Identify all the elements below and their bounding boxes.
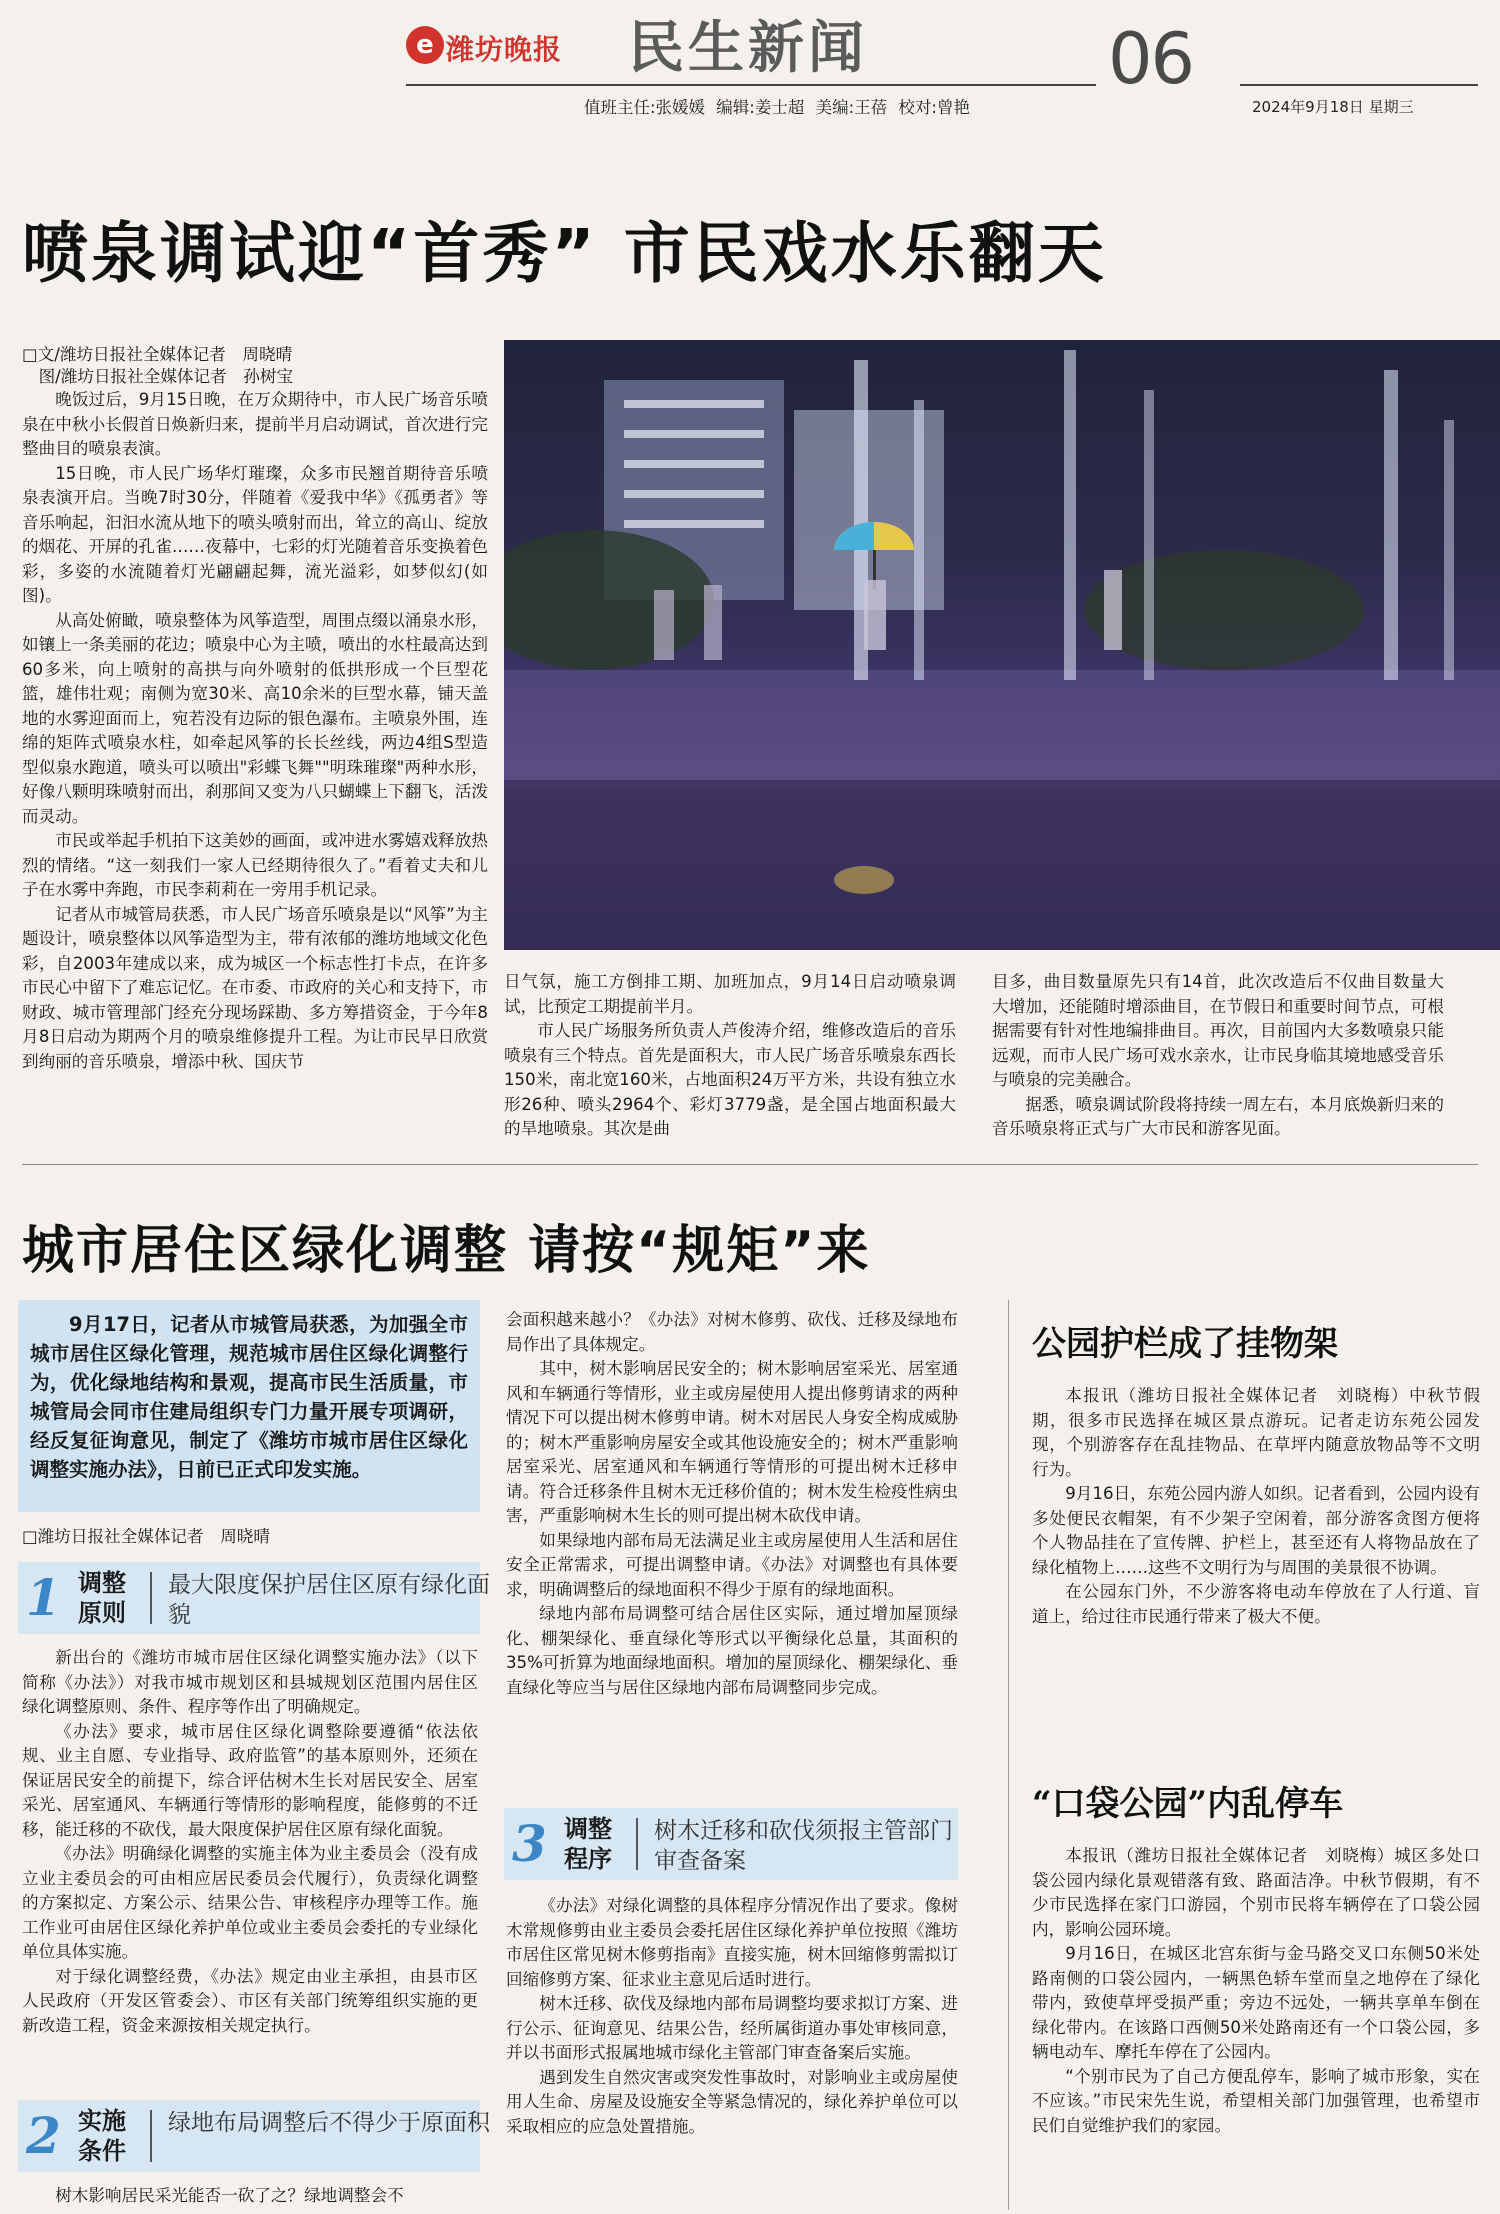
paragraph: 树木迁移、砍伐及绿地内部布局调整均要求拟订方案、进行公示、征询意见、结果公告，经所属街道办事处审核同意，并以书面形式报属地城市绿化主管部门审查备案后实施。: [506, 1994, 958, 2062]
marker-label: 实施条件: [78, 2107, 126, 2165]
paragraph: 其中，树木影响居民安全的；树木影响居室采光、居室通风和车辆通行等情形，业主或房屋使用人提出修剪请求的两种情况下可以提出树木修剪申请。树木对居民人身安全构成威胁的；树木严重影响房屋安全或其他设施安全的；树木严重影响居室采光、居室通风和车辆通行等情形的可提出树木迁移申请。符合迁移条件且树木无迁移价值的；树木发生检疫性病虫害，严重影响树木生长的则可提出树木砍伐申请。: [506, 1359, 958, 1525]
column-rule: [1008, 1300, 1009, 2210]
story1-byline-photo: 图/潍坊日报社全媒体记者 孙树宝: [22, 367, 294, 386]
marker-label: 调整程序: [564, 1815, 612, 1873]
paragraph: 本报讯（潍坊日报社全媒体记者 刘晓梅）城区多处口袋公园内绿化景观错落有致、路面洁净。中秋节假期，有不少市民选择在家门口游园，个别市民将车辆停在了口袋公园内，影响公园环境。: [1032, 1846, 1480, 1939]
marker-divider: [150, 1572, 152, 1624]
paragraph: 会面积越来越小？《办法》对树木修剪、砍伐、迁移及绿地布局作出了具体规定。: [506, 1310, 958, 1354]
section-marker-2: [18, 2100, 490, 2172]
paper-name: 潍坊晚报: [446, 33, 563, 66]
story2-byline: □潍坊日报社全媒体记者 周晓晴: [22, 1527, 270, 1546]
issue-date: 2024年9月18日 星期三: [1252, 98, 1414, 116]
story2-intro-box: [18, 1300, 480, 1512]
paragraph: 新出台的《潍坊市城市居住区绿化调整实施办法》（以下简称《办法》）对我市城市规划区和县城规划区范围内居住区绿化调整原则、条件、程序等作出了明确规定。: [22, 1648, 478, 1716]
marker-number: 3: [512, 1814, 547, 1873]
story2-column-a-tail: [22, 2184, 478, 2209]
fountain-photo: [504, 340, 1500, 950]
marker-description: 最大限度保护居住区原有绿化面貌: [168, 1572, 490, 1628]
paragraph: 在公园东门外，不少游客将电动车停放在了人行道、盲道上，给过往市民通行带来了极大不便。: [1032, 1582, 1480, 1626]
paragraph: 《办法》明确绿化调整的实施主体为业主委员会（没有成立业主委员会的可由相应居民委员会代履行），负责绿化调整的方案拟定、方案公示、结果公告、审核程序办理等工作。施工作业可由居住区绿化养护单位或业主委员会委托的专业绿化单位具体实施。: [22, 1844, 478, 1961]
story1-column-2: [504, 970, 956, 1142]
paragraph: 从高处俯瞰，喷泉整体为风筝造型，周围点缀以涌泉水形，如镶上一条美丽的花边；喷泉中心为主喷，喷出的水柱最高达到60多米，向上喷射的高拱与向外喷射的低拱形成一个巨型花篮，雄伟壮观；南侧为宽30米、高10余米的巨型水幕，铺天盖地的水雾迎面而上，宛若没有边际的银色瀑布。主喷泉外围，连绵的矩阵式喷泉水柱，如牵起风筝的长长丝线，两边4组S型造型似泉水跑道，喷头可以喷出"彩蝶飞舞""明珠璀璨"两种水形，好像八颗明珠喷射而出，刹那间又变为八只蝴蝶上下翻飞，活泼而灵动。: [22, 610, 488, 826]
marker-divider: [636, 1818, 638, 1870]
story2-headline: 城市居住区绿化调整 请按“规矩”来: [22, 1221, 871, 1281]
paragraph: 日气氛，施工方倒排工期、加班加点，9月14日启动喷泉调试，比预定工期提前半月。: [504, 972, 956, 1016]
logo-icon: e: [406, 26, 444, 64]
paragraph: 对于绿化调整经费，《办法》规定由业主承担，由县市区人民政府（开发区管委会）、市区有关部门统筹组织实施的更新改造工程，资金来源按相关规定执行。: [22, 1966, 478, 2035]
paragraph: 如果绿地内部布局无法满足业主或房屋使用人生活和居住安全正常需求，可提出调整申请。《办法》对调整也有具体要求，明确调整后的绿地面积不得少于原有的绿地面积。: [506, 1530, 958, 1599]
masthead-rule-right: [1240, 84, 1478, 86]
marker-number: 1: [26, 1568, 61, 1627]
story1-left-column: [22, 344, 488, 1074]
paragraph: 绿地内部布局调整可结合居住区实际，通过增加屋顶绿化、棚架绿化、垂直绿化等形式以平衡绿化总量，其面积的35%可折算为地面绿地面积。增加的屋顶绿化、棚架绿化、垂直绿化等应当与居住区绿地内部布局调整同步完成。: [506, 1604, 958, 1697]
paragraph: 9月16日，东苑公园内游人如织。记者看到，公园内设有多处便民衣帽架，有不少架子空闲着，部分游客贪图方便将个人物品挂在了宣传牌、护栏上，甚至还有人将物品放在了绿化植物上……这些不文明行为与周围的美景很不协调。: [1032, 1484, 1480, 1577]
paragraph: 记者从市城管局获悉，市人民广场音乐喷泉是以“风筝”为主题设计，喷泉整体以风筝造型为主，带有浓郁的潍坊地域文化色彩，自2003年建成以来，成为城区一个标志性打卡点，在许多市民心中留下了难忘记忆。在市委、市政府的关心和支持下，市财政、城市管理部门经充分现场踩勘、多方筹措资金，于今年8月8日启动为期两个月的喷泉维修提升工程。为让市民早日欣赏到绚丽的音乐喷泉，增添中秋、国庆节: [22, 904, 488, 1071]
story3-body: [1032, 1384, 1480, 1629]
marker-divider: [150, 2110, 152, 2162]
story2-column-b-tail: [506, 1894, 958, 2139]
story4-headline: “口袋公园”内乱停车: [1032, 1784, 1344, 1824]
paragraph: 市人民广场服务所负责人芦俊涛介绍，维修改造后的音乐喷泉有三个特点。首先是面积大，市人民广场音乐喷泉东西长150米，南北宽160米，占地面积24万平方米，共设有独立水形26种、喷头2964个、彩灯3779盏，是全国占地面积最大的旱地喷泉。其次是曲: [504, 1021, 956, 1138]
story-divider: [22, 1164, 1478, 1165]
story4-body: [1032, 1844, 1480, 2138]
story1-byline: □文/潍坊日报社全媒体记者 周晓晴: [22, 345, 293, 364]
paragraph: 遇到发生自然灾害或突发性事故时，对影响业主或房屋使用人生命、房屋及设施安全等紧急情况的，绿化养护单位可以采取相应的应急处置措施。: [506, 2067, 958, 2136]
paragraph: 《办法》对绿化调整的具体程序分情况作出了要求。像树木常规修剪由业主委员会委托居住区绿化养护单位按照《潍坊市居住区常见树木修剪指南》直接实施，树木回缩修剪需拟订回缩修剪方案、征求业主意见后适时进行。: [506, 1896, 958, 1989]
section-title: 民生新闻: [628, 15, 868, 81]
section-marker-3: [504, 1808, 958, 1880]
marker-description: 树木迁移和砍伐须报主管部门审查备案: [654, 1818, 953, 1874]
paragraph: 目多，曲目数量原先只有14首，此次改造后不仅曲目数量大大增加，还能随时增添曲目，在节假日和重要时间节点，可根据需要有针对性地编排曲目。再次，目前国内大多数喷泉只能远观，而市人民广场可戏水亲水，让市民身临其境地感受音乐与喷泉的完美融合。: [992, 972, 1444, 1089]
paragraph: 15日晚，市人民广场华灯璀璨，众多市民翘首期待音乐喷泉表演开启。当晚7时30分，伴随着《爱我中华》《孤勇者》等音乐响起，汩汩水流从地下的喷头喷射而出，耸立的高山、绽放的烟花、开屏的孔雀……夜幕中，七彩的灯光随着音乐变换着色彩，多姿的水流随着灯光翩翩起舞，流光溢彩，如梦似幻(如图)。: [22, 463, 488, 605]
paragraph: “个别市民为了自己方便乱停车，影响了城市形象，实在不应该。”市民宋先生说，希望相关部门加强管理，也希望市民们自觉维护我们的家园。: [1032, 2066, 1480, 2135]
story3-headline: 公园护栏成了挂物架: [1032, 1324, 1338, 1364]
paragraph: 树木影响居民采光能否一砍了之？绿地调整会不: [55, 2186, 404, 2205]
story1-headline: 喷泉调试迎“首秀” 市民戏水乐翻天: [22, 215, 1107, 292]
story2-column-a: [22, 1646, 478, 2038]
story1-column-3: [992, 970, 1444, 1142]
story2-intro: 9月17日，记者从市城管局获悉，为加强全市城市居住区绿化管理，规范城市居住区绿化调整行为，优化绿地结构和景观，提高市民生活质量，市城管局会同市住建局组织专门力量开展专项调研，经反复征询意见，制定了《潍坊市城市居住区绿化调整实施办法》，日前已正式印发实施。: [30, 1313, 468, 1481]
section-marker-1: [18, 1562, 490, 1634]
fountain-illustration: [504, 340, 1500, 950]
paragraph: 据悉，喷泉调试阶段将持续一周左右，本月底焕新归来的音乐喷泉将正式与广大市民和游客见面。: [992, 1094, 1444, 1138]
page-number: 06: [1108, 18, 1194, 100]
story2-column-b: [506, 1308, 958, 1700]
paragraph: 晚饭过后，9月15日晚，在万众期待中，市人民广场音乐喷泉在中秋小长假首日焕新归来，提前半月启动调试，首次进行完整曲目的喷泉表演。: [22, 390, 488, 458]
paragraph: 市民或举起手机拍下这美妙的画面，或冲进水雾嬉戏释放热烈的情绪。“这一刻我们一家人已经期待很久了。”看着丈夫和儿子在水雾中奔跑，市民李莉莉在一旁用手机记录。: [22, 831, 488, 899]
paragraph: 本报讯（潍坊日报社全媒体记者 刘晓梅）中秋节假期，很多市民选择在城区景点游玩。记者走访东苑公园发现，个别游客存在乱挂物品、在草坪内随意放物品等不文明行为。: [1032, 1386, 1480, 1479]
marker-description: 绿地布局调整后不得少于原面积: [168, 2110, 490, 2136]
paragraph: 9月16日，在城区北宫东街与金马路交叉口东侧50米处路南侧的口袋公园内，一辆黑色轿车堂而皇之地停在了绿化带内，致使草坪受损严重；旁边不远处，一辆共享单车倒在绿化带内。在该路口西侧50米处路南还有一个口袋公园，多辆电动车、摩托车停在了公园内。: [1032, 1944, 1480, 2061]
paragraph: 《办法》要求，城市居住区绿化调整除要遵循“依法依规、业主自愿、专业指导、政府监管”的基本原则外，还须在保证居民安全的前提下，综合评估树木生长对居民安全、居室采光、居室通风、车辆通行等情形的影响程度，能修剪的不迁移，能迁移的不砍伐，最大限度保护居住区原有绿化面貌。: [22, 1721, 478, 1839]
masthead-rule: [406, 84, 1096, 86]
editor-credits: 值班主任:张媛媛 编辑:姜士超 美编:王蓓 校对:曾艳: [584, 98, 970, 117]
marker-label: 调整原则: [78, 1569, 126, 1627]
marker-number: 2: [26, 2106, 61, 2165]
